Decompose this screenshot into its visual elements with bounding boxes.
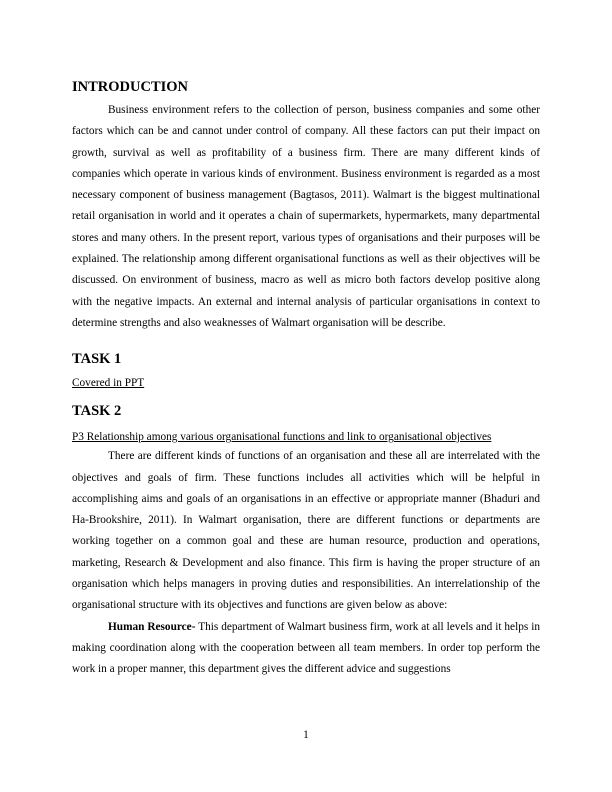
task2-heading: TASK 2 — [72, 403, 122, 420]
p3-subheading: P3 Relationship among various organisational functions and link to organisational objectives — [72, 431, 492, 444]
human-resource-text: This department of Walmart business firm, work at all levels and it helps in making coordination along with the cooperation between all team members. In order top perform the work in a proper manner, this department gives the different advice and suggestions — [72, 620, 540, 676]
human-resource-label: Human Resource- — [108, 620, 196, 633]
human-resource-paragraph — [72, 617, 540, 681]
task2-paragraph: There are different kinds of functions of an organisation and these all are interrelated with the objectives and goals of firm. These functions includes all activities which will be helpful in accomplishing aims and goals of an organisations in an effective or appropriate manner (Bhaduri and Ha-Brookshire, 2011). In Walmart organisation, there are different functions or departments are working together on a common goal and these are human resource, production and operations, marketing, Research & Development and also finance. This firm is having the proper structure of an organisation which helps managers in proving duties and responsibilities. An interrelationship of the organisational structure with its objectives and functions are given below as above: — [72, 450, 540, 612]
introduction-heading: INTRODUCTION — [72, 79, 189, 95]
task1-note: Covered in PPT — [72, 377, 145, 390]
document-page — [72, 78, 540, 681]
task1-heading: TASK 1 — [72, 351, 122, 368]
page-number: 1 — [303, 729, 309, 741]
introduction-paragraph: Business environment refers to the collection of person, business companies and some other factors which can be and cannot under control of company. All these factors can put their impact on growth, survival as well as profitability of a business firm. There are many different kinds of companies which operate in various kinds of environment. Business environment is regarded as a most necessary component of business management (Bagtasos, 2011). Walmart is the biggest multinational retail organisation in world and it operates a chain of supermarkets, hypermarkets, many departmental stores and many others. In the present report, various types of organisations and their purposes will be explained. The relationship among different organisational functions as well as their objectives will be discussed. On environment of business, macro as well as micro both factors develop positive along with the negative impacts. An external and internal analysis of particular organisations in context to determine strengths and also weaknesses of Walmart organisation will be describe. — [72, 104, 540, 329]
